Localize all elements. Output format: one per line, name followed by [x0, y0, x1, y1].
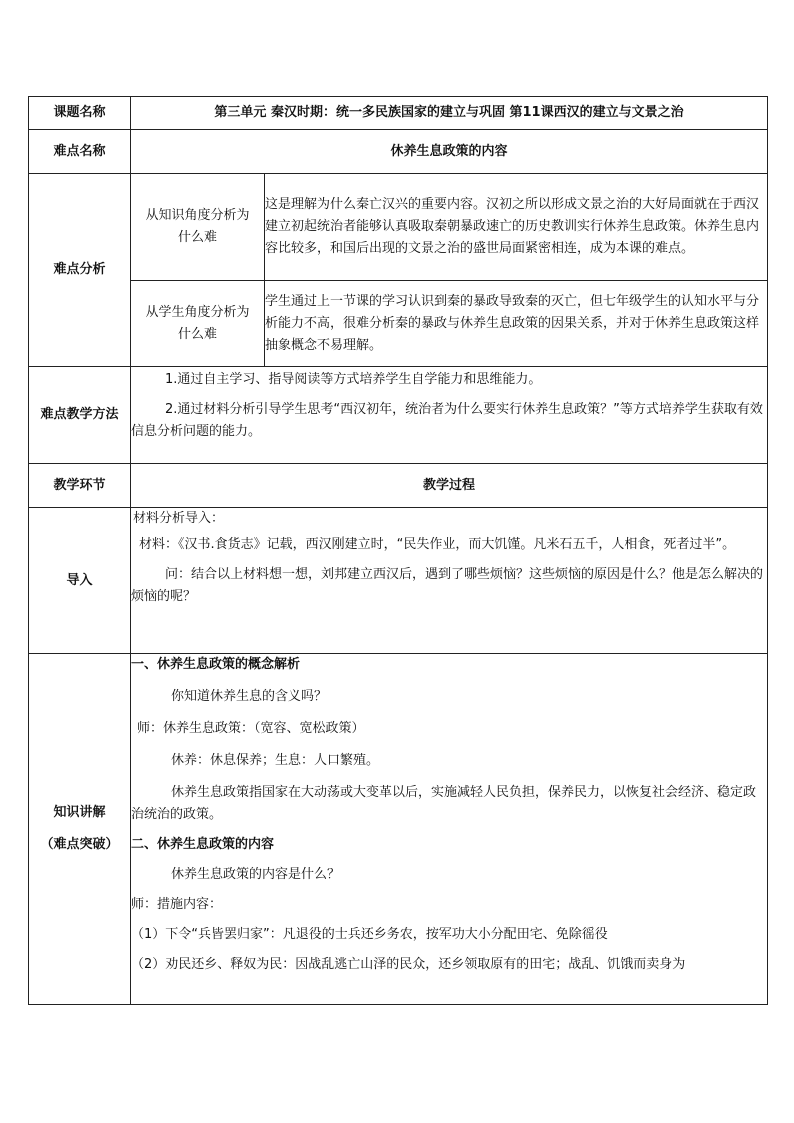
teacher-line-3: 休养生息政策指国家在大动荡或大变革以后，实施减轻人民负担，保养民力，以恢复社会经济、稳定政治统治的政策。	[131, 785, 757, 822]
measure-2: （2）劝民还乡、释奴为民：因战乱逃亡山泽的民众，还乡领取原有的田宅；战乱、饥饿而卖身为	[131, 957, 686, 972]
question-1: 你知道休养生息的含义吗？	[171, 689, 328, 704]
intro-label: 导入	[29, 508, 131, 654]
knowledge-angle-text: 从知识角度分析为什么难	[145, 208, 250, 245]
knowledge-sublabel: （难点突破）	[40, 837, 119, 852]
difficulty-analysis-label: 难点分析	[29, 174, 131, 367]
student-angle-text: 从学生角度分析为什么难	[145, 304, 250, 342]
difficulty-name-row	[29, 130, 768, 174]
knowledge-angle-label	[131, 174, 265, 281]
teacher-line-4: 师：措施内容：	[131, 897, 223, 912]
method-row	[29, 367, 768, 464]
question-2: 休养生息政策的内容是什么？	[171, 867, 341, 882]
process-phase-label: 教学环节	[29, 464, 131, 508]
intro-line-3: 问：结合以上材料想一想，刘邦建立西汉后，遇到了哪些烦恼？这些烦恼的原因是什么？他是怎么解决的烦恼的呢？	[131, 567, 764, 604]
student-angle-cell	[265, 281, 768, 367]
topic-value: 第三单元 秦汉时期：统一多民族国家的建立与巩固 第11课西汉的建立与文景之治	[131, 97, 768, 130]
process-label: 教学过程	[131, 464, 768, 508]
knowledge-label-cell	[29, 654, 131, 1005]
teacher-line-2: 休养：休息保养；生息：人口繁殖。	[171, 753, 380, 768]
intro-line-2: 材料：《汉书.食货志》记载，西汉刚建立时，“民失作业，而大饥馑。凡米石五千，人相食，死者过半”。	[139, 537, 736, 552]
lesson-plan-table	[28, 96, 768, 1005]
method-cell	[131, 367, 768, 464]
method-label: 难点教学方法	[29, 367, 131, 464]
topic-row	[29, 97, 768, 130]
knowledge-cell	[131, 654, 768, 1005]
student-angle-label	[131, 281, 265, 367]
method-item-1: 1.通过自主学习、指导阅读等方式培养学生自学能力和思维能力。	[165, 372, 542, 387]
intro-row	[29, 508, 768, 654]
intro-cell	[131, 508, 768, 654]
knowledge-label: 知识讲解	[53, 805, 106, 820]
section2-title: 二、休养生息政策的内容	[131, 837, 275, 852]
knowledge-row	[29, 654, 768, 1005]
difficulty-name-value: 休养生息政策的内容	[131, 130, 768, 174]
knowledge-angle-cell	[265, 174, 768, 281]
method-item-2: 2.通过材料分析引导学生思考“西汉初年，统治者为什么要实行休养生息政策？”等方式培养学生获取有效信息分析问题的能力。	[131, 402, 763, 439]
topic-label: 课题名称	[29, 97, 131, 130]
process-header-row	[29, 464, 768, 508]
measure-1: （1）下令“兵皆罢归家”：凡退役的士兵还乡务农，按军功大小分配田宅、免除徭役	[131, 927, 608, 942]
student-angle-paragraph: 学生通过上一节课的学习认识到秦的暴政导致秦的灭亡，但七年级学生的认知水平与分析能力不高，很难分析秦的暴政与休养生息政策的因果关系，并对于休养生息政策这样抽象概念不易理解。	[265, 293, 760, 353]
intro-line-1: 材料分析导入：	[133, 511, 225, 526]
difficulty-analysis-knowledge-row	[29, 174, 768, 281]
difficulty-name-label: 难点名称	[29, 130, 131, 174]
difficulty-analysis-student-row	[29, 281, 768, 367]
knowledge-angle-paragraph: 这是理解为什么秦亡汉兴的重要内容。汉初之所以形成文景之治的大好局面就在于西汉建立初起统治者能够认真吸取秦朝暴政速亡的历史教训实行休养生息政策。休养生息内容比较多，和国后出现的文景之治的盛世局面紧密相连，成为本课的难点。	[265, 197, 760, 256]
teacher-line-1: 师：休养生息政策：（宽容、宽松政策）	[137, 721, 365, 736]
section1-title: 一、休养生息政策的概念解析	[131, 657, 301, 672]
